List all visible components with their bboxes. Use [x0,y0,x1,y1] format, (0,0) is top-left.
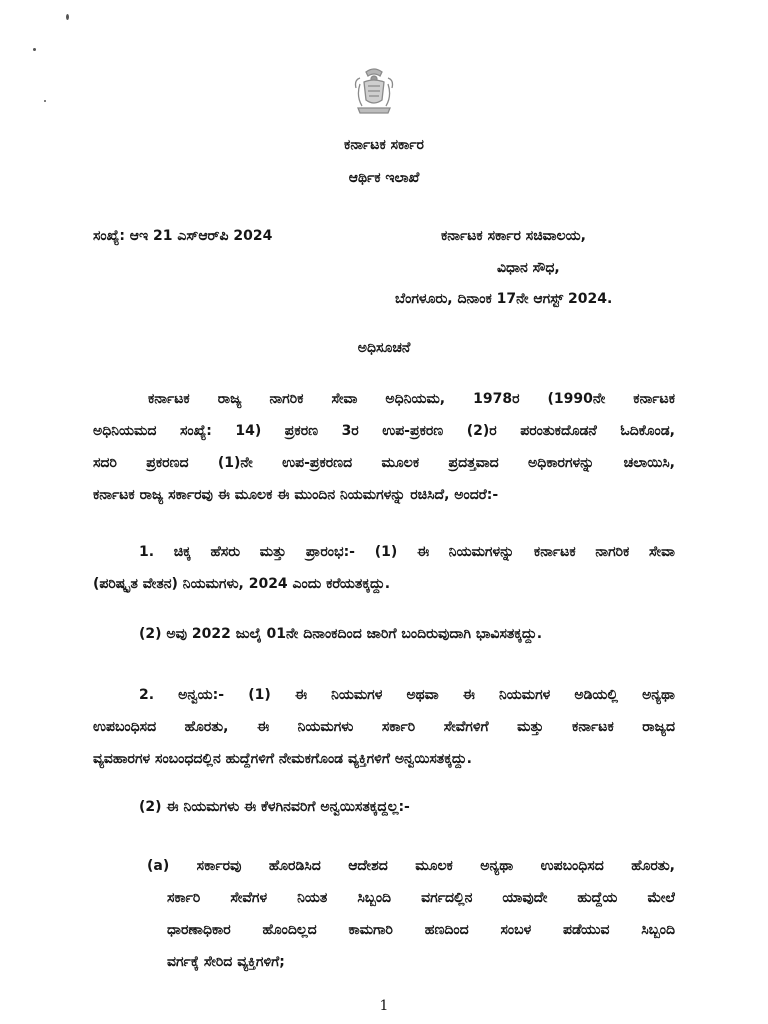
clause-a-line: ಧಾರಣಾಧಿಕಾರ ಹೊಂದಿಲ್ಲದ ಕಾಮಗಾರಿ ಹಣದಿಂದ ಸಂಬಳ ಪಡೆಯುವ ಸಿಬ್ಬಂದಿ [167,922,675,938]
government-heading: ಕರ್ನಾಟಕ ಸರ್ಕಾರ [344,137,424,153]
clause-a-line: ವರ್ಗಕ್ಕೆ ಸೇರಿದ ವ್ಯಕ್ತಿಗಳಿಗೆ; [167,954,285,970]
scan-speck [44,100,46,102]
scan-speck [33,48,36,51]
rule-1-line: (ಪರಿಷ್ಕೃತ ವೇತನ) ನಿಯಮಗಳು, 2024 ಎಂದು ಕರೆಯತಕ್ಕದ್ದು. [93,576,391,592]
address-line-vidhana-soudha: ವಿಧಾನ ಸೌಧ, [497,260,560,276]
rule-1-heading: 1. ಚಿಕ್ಕ ಹೆಸರು ಮತ್ತು ಪ್ರಾರಂಭ:- [139,544,355,560]
preamble-line: ಕರ್ನಾಟಕ ರಾಜ್ಯ ನಾಗರಿಕ ಸೇವಾ ಅಧಿನಿಯಮ, 1978ರ (1990ನೇ ಕರ್ನಾಟಕ [148,391,675,407]
notification-title: ಅಧಿಸೂಚನೆ [357,340,411,356]
page-number: 1 [379,998,389,1014]
preamble-paragraph [93,383,675,511]
scan-speck [66,14,69,20]
rule-1-text: (1) ಈ ನಿಯಮಗಳನ್ನು ಕರ್ನಾಟಕ ನಾಗರಿಕ ಸೇವಾ [354,544,675,560]
clause-a-line: ಸರ್ಕಾರಿ ಸೇವೆಗಳ ನಿಯತ ಸಿಬ್ಬಂದಿ ವರ್ಗದಲ್ಲಿನ ಯಾವುದೇ ಹುದ್ದೆಯ ಮೇಲೆ [167,890,675,906]
order-number: ಸಂಖ್ಯೆ: ಆಇ 21 ಎಸ್‌ಆರ್‌ಪಿ 2024 [93,228,273,244]
clause-a-paragraph [147,850,675,978]
rule-1-subrule-2: (2) ಅವು 2022 ಜುಲೈ 01ನೇ ದಿನಾಂಕದಿಂದ ಜಾರಿಗೆ ಬಂದಿರುವುದಾಗಿ ಭಾವಿಸತಕ್ಕದ್ದು. [139,626,543,642]
rule-2-paragraph [93,679,675,775]
state-emblem-icon [352,66,396,116]
rule-2-heading: 2. ಅನ್ವಯ:- [139,687,225,703]
place-and-date: ಬೆಂಗಳೂರು, ದಿನಾಂಕ 17ನೇ ಆಗಸ್ಟ್ 2024. [395,291,613,307]
department-heading: ಆರ್ಥಿಕ ಇಲಾಖೆ [348,170,420,186]
rule-2-line: ವ್ಯವಹಾರಗಳ ಸಂಬಂಧದಲ್ಲಿನ ಹುದ್ದೆಗಳಿಗೆ ನೇಮಕಗೊಂಡ ವ್ಯಕ್ತಿಗಳಿಗೆ ಅನ್ವಯಿಸತಕ್ಕದ್ದು. [93,751,472,767]
preamble-line: ಅಧಿನಿಯಮದ ಸಂಖ್ಯೆ: 14) ಪ್ರಕರಣ 3ರ ಉಪ-ಪ್ರಕರಣ (2)ರ ಪರಂತುಕದೊಡನೆ ಓದಿಕೊಂಡ, [93,423,675,439]
rule-1-paragraph [93,536,675,600]
rule-2-line: ಉಪಬಂಧಿಸದ ಹೊರತು, ಈ ನಿಯಮಗಳು ಸರ್ಕಾರಿ ಸೇವೆಗಳಿಗೆ ಮತ್ತು ಕರ್ನಾಟಕ ರಾಜ್ಯದ [93,719,675,735]
preamble-line: ಸದರಿ ಪ್ರಕರಣದ (1)ನೇ ಉಪ-ಪ್ರಕರಣದ ಮೂಲಕ ಪ್ರದತ್ತವಾದ ಅಧಿಕಾರಗಳನ್ನು ಚಲಾಯಿಸಿ, [93,455,675,471]
rule-2-text: (1) ಈ ನಿಯಮಗಳ ಅಥವಾ ಈ ನಿಯಮಗಳ ಅಡಿಯಲ್ಲಿ ಅನ್ಯಥಾ [248,687,675,703]
preamble-line: ಕರ್ನಾಟಕ ರಾಜ್ಯ ಸರ್ಕಾರವು ಈ ಮೂಲಕ ಈ ಮುಂದಿನ ನಿಯಮಗಳನ್ನು ರಚಿಸಿದೆ, ಅಂದರೆ:- [93,487,499,503]
rule-2-subrule-2: (2) ಈ ನಿಯಮಗಳು ಈ ಕೆಳಗಿನವರಿಗೆ ಅನ್ವಯಿಸತಕ್ಕದ್ದಲ್ಲ:- [139,799,410,815]
address-line-secretariat: ಕರ್ನಾಟಕ ಸರ್ಕಾರ ಸಚಿವಾಲಯ, [441,228,586,244]
clause-a-line: (a) ಸರ್ಕಾರವು ಹೊರಡಿಸಿದ ಆದೇಶದ ಮೂಲಕ ಅನ್ಯಥಾ ಉಪಬಂಧಿಸದ ಹೊರತು, [147,858,675,874]
